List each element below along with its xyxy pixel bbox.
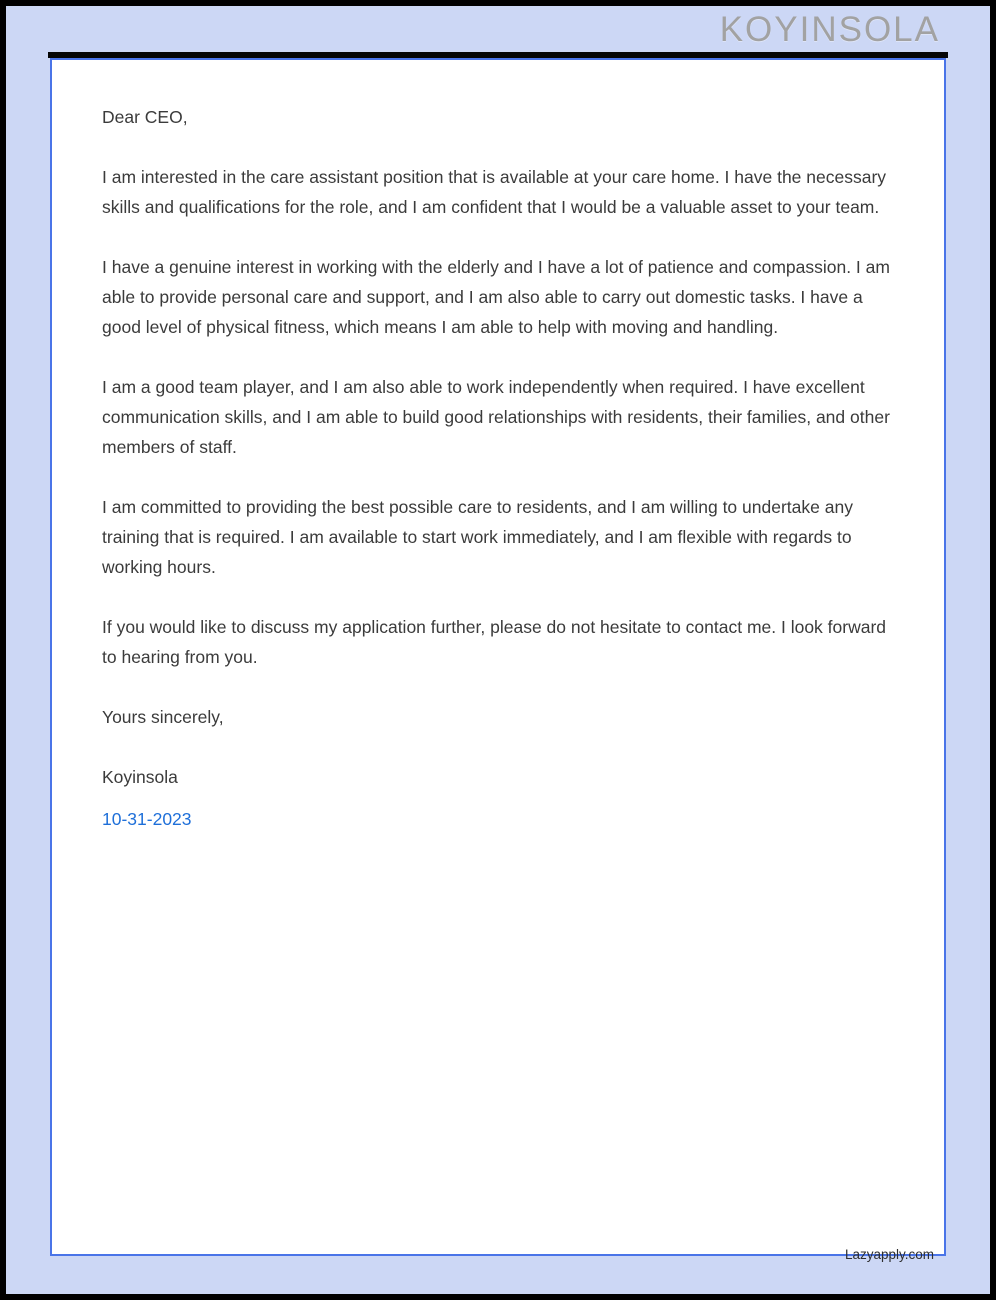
letter-page	[50, 58, 946, 1256]
closing: Yours sincerely,	[102, 707, 224, 727]
salutation: Dear CEO,	[102, 107, 188, 127]
paragraph-experience: I have a genuine interest in working with the elderly and I have a lot of patience and compassion. I am able to provide personal care and support, and I am also able to carry out domestic tasks. I have a good level of physical fitness, which means I am able to help with moving and handling.	[102, 257, 890, 337]
letterhead-name: KOYINSOLA	[719, 9, 940, 49]
date-link[interactable]: 10-31-2023	[102, 809, 192, 829]
letterhead	[6, 6, 990, 52]
paragraph-commitment: I am committed to providing the best possible care to residents, and I am willing to undertake any training that is required. I am available to start work immediately, and I am flexible with regards to working hours.	[102, 497, 853, 577]
paragraph-interest: I am interested in the care assistant position that is available at your care home. I have the necessary skills and qualifications for the role, and I am confident that I would be a valuable asset to your team.	[102, 167, 887, 217]
paragraph-teamwork: I am a good team player, and I am also able to work independently when required. I have excellent communication skills, and I am able to build good relationships with residents, their families, and other members of staff.	[102, 377, 890, 457]
paragraph-contact: If you would like to discuss my application further, please do not hesitate to contact me. I look forward to hearing from you.	[102, 617, 887, 667]
signature-name: Koyinsola	[102, 767, 178, 787]
watermark-text: Lazyapply.com	[844, 1247, 934, 1262]
